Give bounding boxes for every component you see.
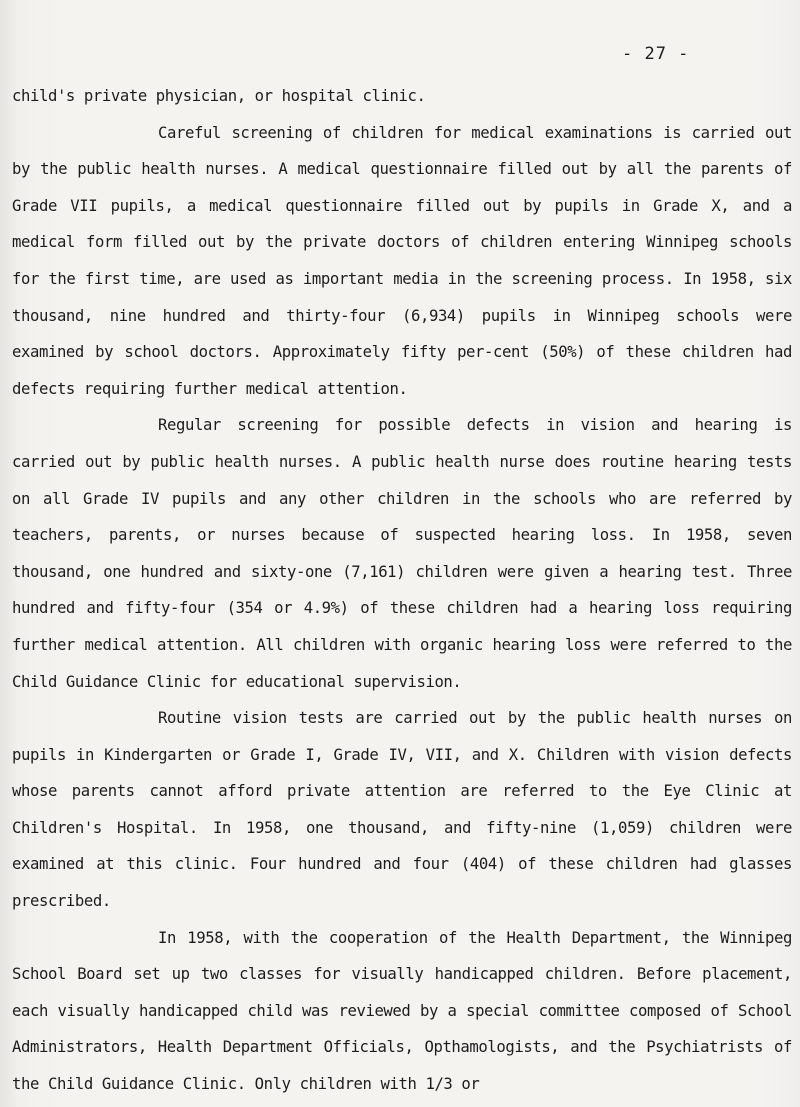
- page-number: - 27 -: [622, 44, 690, 64]
- body-text: [12, 78, 792, 1103]
- paragraph-classes: In 1958, with the cooperation of the Health Department, the Winnipeg School Board set up two classes for visually handicapped children. Before placement, each visually handicapped child was reviewed by a special committee composed of School Administrators, Health Department Officials, Opthamologists, and the Psychiatrists of the Child Guidance Clinic. Only children with 1/3 or: [12, 928, 792, 1094]
- paragraph-continuation: child's private physician, or hospital clinic.: [12, 87, 426, 105]
- paragraph-screening: Careful screening of children for medical examinations is carried out by the public health nurses. A medical questionnaire filled out by all the parents of Grade VII pupils, a medical questionnaire filled out by pupils in Grade X, and a medical form filled out by the private doctors of children entering Winnipeg schools for the first time, are used as important media in the screening process. In 1958, six thousand, nine hundred and thirty-four (6,934) pupils in Winnipeg schools were examined by school doctors. Approximately fifty per-cent (50%) of these children had defects requiring further medical attention.: [12, 123, 792, 398]
- paragraph-vision: Routine vision tests are carried out by the public health nurses on pupils in Kindergarten or Grade I, Grade IV, VII, and X. Children with vision defects whose parents cannot afford private attention are referred to the Eye Clinic at Children's Hospital. In 1958, one thousand, and fifty-nine (1,059) children were examined at this clinic. Four hundred and four (404) of these children had glasses prescribed.: [12, 709, 792, 911]
- paragraph-hearing: Regular screening for possible defects in vision and hearing is carried out by public health nurses. A public health nurse does routine hearing tests on all Grade IV pupils and any other children in the schools who are referred by teachers, parents, or nurses because of suspected hearing loss. In 1958, seven thousand, one hundred and sixty-one (7,161) children were given a hearing test. Three hundred and fifty-four (354 or 4.9%) of these children had a hearing loss requiring further medical attention. All children with organic hearing loss were referred to the Child Guidance Clinic for educational supervision.: [12, 416, 792, 691]
